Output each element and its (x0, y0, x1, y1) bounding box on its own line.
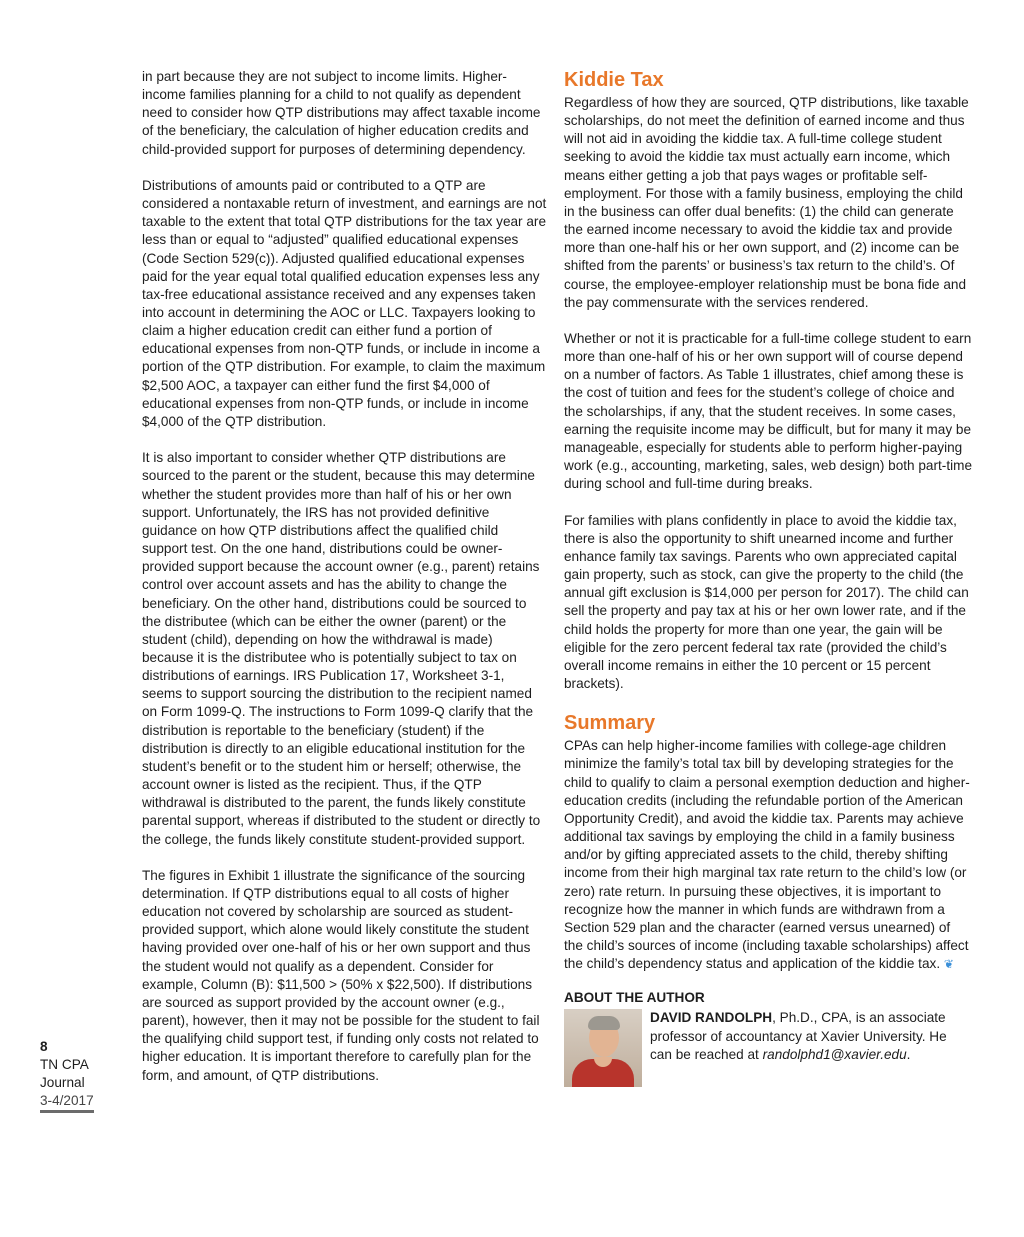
left-column (142, 68, 547, 1103)
page-sidebar (40, 1038, 94, 1113)
body-paragraph: Regardless of how they are sourced, QTP distributions, like taxable scholarships, do not meet the definition of earned income and thus will not aid in avoiding the kiddie tax. A full-time college student seeking to avoid the kiddie tax must actually earn income, which means either getting a job that pays wages or profitable self-employment. For those with a family business, employing the child in the business can offer dual benefits: (1) the child can generate the earned income necessary to avoid the kiddie tax and provide more than one-half his or her own support, and (2) income can be shifted from the parents’ or business’s tax return to the child’s. Of course, the employee-employer relationship must be bona fide and the pay commensurate with the services rendered. (564, 95, 969, 310)
body-paragraph: The figures in Exhibit 1 illustrate the significance of the sourcing determination. If QTP distributions equal to all costs of higher education not covered by scholarship are sourced as student-provided support, which alone would likely constitute the student having provided over one-half of his or her own support and thus the student would not qualify as a dependent. Consider for example, Column (B): $11,500 > (50% x $22,500). If distributions are sourced as support provided by the account owner (e.g., parent), however, then it may not be possible for the student to fail the qualifying child support test, if funding only costs not related to higher education. It is important therefore to carefully plan for the form, and amount, of QTP distributions. (142, 867, 540, 1083)
author-block (564, 1009, 972, 1087)
publication-name-line1: TN CPA (40, 1057, 89, 1072)
body-paragraph: in part because they are not subject to income limits. Higher-income families planning for a child to not qualify as dependent need to consider how QTP distributions may affect taxable income of the beneficiary, the calculation of higher education credits and child-provided support for purposes of determining dependency. (142, 69, 541, 157)
author-bio-end: . (906, 1046, 911, 1062)
end-mark-icon: ❦ (943, 957, 954, 972)
summary-text: CPAs can help higher-income families with college-age children minimize the family’s total tax bill by developing strategies for the child to qualify to claim a personal exemption deduction and higher-education credits (including the refundable portion of the American Opportunity Credit), and avoid the kiddie tax. Parents may achieve additional tax savings by employing the child in a family business and/or by gifting appreciated assets to the child, thereby shifting income from their high marginal tax rate return to the child’s low (or zero) rate return. In pursuing these objectives, it is important to recognize how the manner in which funds are withdrawn from a Section 529 plan and the character (earned versus unearned) of the child’s sources of income (including taxable scholarships) affect the child’s dependency status and application of the kiddie tax. (564, 738, 970, 972)
author-email: randolphd1@xavier.edu (762, 1046, 907, 1062)
summary-paragraph (564, 737, 972, 973)
author-name: DAVID RANDOLPH (650, 1010, 773, 1026)
author-bio-text: , Ph.D., CPA, is an associate professor of accountancy at Xavier University. He can be reached at (650, 1010, 947, 1062)
body-paragraph: It is also important to consider whether QTP distributions are sourced to the parent or the student, because this may determine whether the student provides more than half of his or her own support. Unfortunately, the IRS has not provided definitive guidance on how QTP distributions affect the qualified child support test. On the one hand, distributions could be owner-provided support because the account owner (e.g., parent) retains control over account assets and has the ability to change the beneficiary. On the other hand, distributions could be sourced to the distributee (which can be either the owner (parent) or the student (child), depending on how the withdrawal is made) because it is the distributee who is potentially subject to tax on distributions of earnings. IRS Publication 17, Worksheet 3-1, seems to support sourcing the distribution to the recipient named on Form 1099-Q. The instructions to Form 1099-Q clarify that the distribution is reportable to the beneficiary (student) if the distribution is directly to an eligible educational institution for the student’s benefit or to the student him or herself; otherwise, the account owner is listed as the recipient. Thus, if the QTP withdrawal is distributed to the parent, the funds likely constitute parental support, whereas if distributed to the student or directly to the college, the funds likely constitute student-provided support. (142, 450, 541, 847)
author-photo (564, 1009, 642, 1087)
body-paragraph: Distributions of amounts paid or contributed to a QTP are considered a nontaxable return of investment, and earnings are not taxable to the extent that total QTP distributions for the tax year are less than or equal to “adjusted” qualified educational expenses (Code Section 529(c)). Adjusted qualified educational expenses paid for the year equal total qualified education expenses less any tax-free educational assistance received and any expenses taken into account in determining the AOC or LLC. Taxpayers looking to claim a higher education credit can either fund a portion of educational expenses from non-QTP funds, or include in income a portion of the QTP distribution. For example, to claim the maximum $2,500 AOC, a taxpayer can either fund the first $4,000 of educational expenses from non-QTP funds, or include in income $4,000 of the QTP distribution. (142, 177, 547, 429)
right-column (564, 68, 972, 1087)
summary-heading: Summary (564, 712, 656, 735)
kiddie-tax-heading: Kiddie Tax (564, 69, 664, 91)
author-bio (650, 1009, 972, 1063)
body-paragraph: For families with plans confidently in place to avoid the kiddie tax, there is also the opportunity to shift unearned income and further enhance family tax savings. Parents who own appreciated capital gain property, such as stock, can give the property to the child (the annual gift exclusion is $14,000 per person for 2017). The child can sell the property and pay tax at his or her own lower rate, and if the child holds the property for more than one year, the gain will be eligible for the zero percent federal tax rate (provided the child’s overall income remains in either the 10 percent or 15 percent brackets). (564, 512, 969, 691)
publication-name-line2: Journal (40, 1075, 85, 1090)
about-author-heading: ABOUT THE AUTHOR (564, 990, 705, 1006)
body-paragraph: Whether or not it is practicable for a full-time college student to earn more than one-half of his or her own support will of course depend on a number of factors. As Table 1 illustrates, chief among these is the cost of tuition and fees for the student’s college of choice and the scholarships, if any, that the student receives. In some cases, earning the requisite income may be difficult, but for many it may be manageable, especially for students able to perform higher-paying work (e.g., accounting, marketing, sales, web design) both part-time during school and full-time during breaks. (564, 331, 973, 492)
page-number: 8 (40, 1039, 48, 1054)
issue-date: 3-4/2017 (40, 1092, 94, 1113)
